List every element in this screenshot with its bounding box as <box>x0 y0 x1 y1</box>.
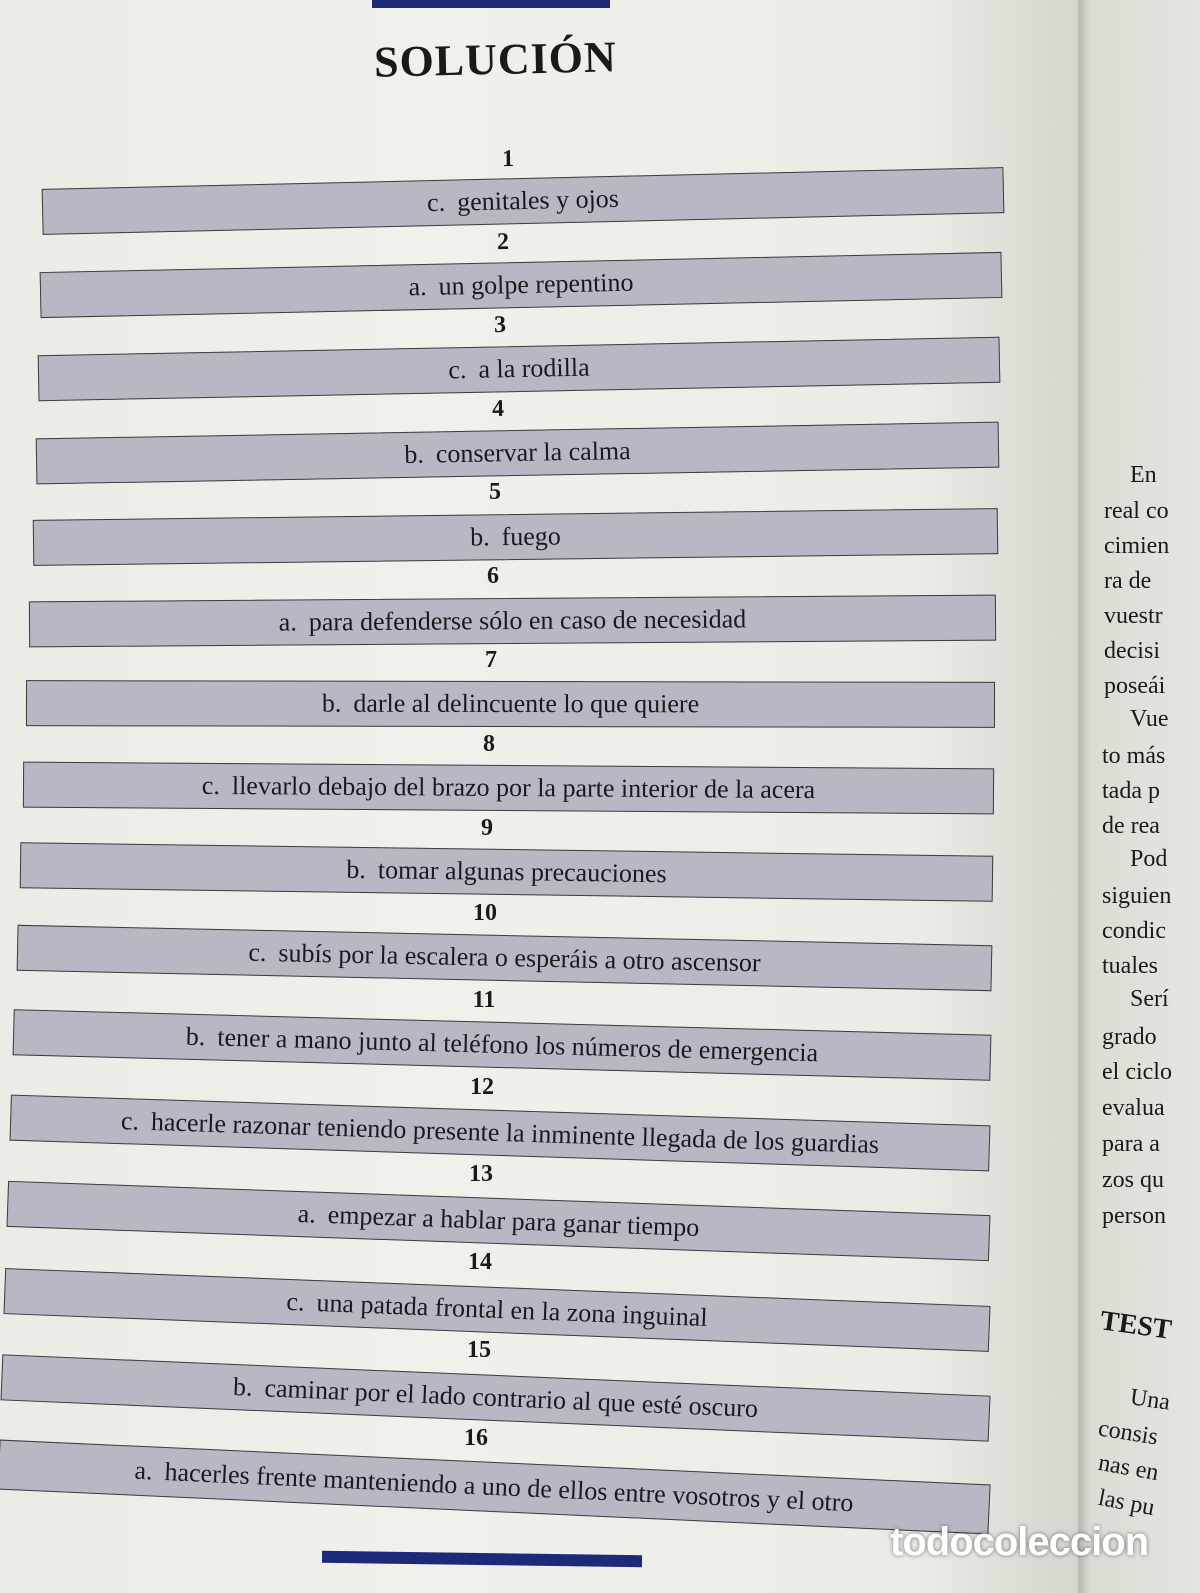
page-title: SOLUCIÓN <box>373 32 618 87</box>
text-line: las pu <box>1096 1484 1157 1522</box>
text-line: grado <box>1102 1024 1157 1050</box>
text-line: tada p <box>1102 778 1160 804</box>
answer-letter: c. <box>285 1286 306 1317</box>
question-number: 14 <box>468 1249 492 1275</box>
text-line: Una <box>1128 1384 1172 1416</box>
text-line: zos qu <box>1102 1167 1164 1193</box>
answer-text: tener a mano junto al teléfono los números de emergencia <box>217 1022 819 1068</box>
answer-letter: c. <box>426 187 446 218</box>
text-line: poseái <box>1104 673 1166 699</box>
answer-letter: c. <box>120 1106 140 1136</box>
answer-letter: a. <box>297 1198 317 1229</box>
answer-text: llevarlo debajo del brazo por la parte interior de la acera <box>231 771 816 805</box>
question-number: 4 <box>491 395 505 423</box>
answer-letter: c. <box>201 770 221 800</box>
answer-letter: b. <box>346 854 367 885</box>
question-number: 9 <box>481 815 493 841</box>
answer-box <box>13 1009 992 1081</box>
answer-text: genitales y ojos <box>456 183 620 217</box>
answer-letter: a. <box>133 1455 154 1486</box>
text-line: En <box>1130 462 1157 488</box>
text-line: evalua <box>1102 1095 1165 1121</box>
text-line: el ciclo <box>1102 1059 1172 1085</box>
text-line: vuestr <box>1104 603 1163 629</box>
question-number: 12 <box>470 1074 494 1100</box>
text-line: cimien <box>1104 533 1170 559</box>
answer-letter: a. <box>408 271 427 302</box>
text-line: real co <box>1104 498 1169 524</box>
answer-letter: c. <box>248 937 267 968</box>
question-number: 1 <box>501 145 515 173</box>
answer-box <box>36 422 1000 485</box>
answer-letter: b. <box>185 1021 206 1052</box>
right-page-text <box>1078 0 1200 1593</box>
answer-text: conservar la calma <box>435 436 631 469</box>
answer-box <box>38 337 1001 401</box>
answer-text: darle al delincuente lo que quiere <box>353 688 700 719</box>
answer-letter: c. <box>448 355 467 385</box>
text-line: de rea <box>1102 813 1160 839</box>
answer-letter: b. <box>469 522 490 552</box>
answer-text: a la rodilla <box>478 352 590 384</box>
answer-text: empezar a hablar para ganar tiempo <box>327 1200 700 1243</box>
answer-letter: a. <box>278 607 297 637</box>
answer-text: caminar por el lado contrario al que esté oscuro <box>263 1373 759 1423</box>
answer-text: fuego <box>501 521 562 552</box>
answer-letter: b. <box>404 439 425 469</box>
section-heading: TEST <box>1098 1305 1174 1346</box>
text-line: nas en <box>1096 1449 1161 1487</box>
text-line: para a <box>1102 1131 1160 1157</box>
question-number: 3 <box>493 311 507 339</box>
answer-box <box>29 595 996 648</box>
answer-box <box>26 680 995 728</box>
answer-text: una patada frontal en la zona inguinal <box>315 1288 709 1333</box>
answer-text: hacerle razonar teniendo presente la inminente llegada de los guardias <box>150 1107 880 1159</box>
text-line: condic <box>1102 918 1166 944</box>
question-number: 2 <box>496 228 510 256</box>
answer-letter: b. <box>321 688 342 718</box>
answer-box <box>20 842 994 902</box>
answer-box <box>10 1095 991 1172</box>
question-number: 10 <box>473 900 497 926</box>
question-number: 15 <box>467 1337 491 1363</box>
answer-text: para defenderse sólo en caso de necesidad <box>308 604 747 637</box>
text-line: Serí <box>1130 986 1169 1012</box>
text-line: siguien <box>1102 883 1172 909</box>
answer-box <box>40 252 1003 318</box>
question-number: 11 <box>472 987 496 1013</box>
text-line: to más <box>1102 743 1166 769</box>
answer-text: un golpe repentino <box>438 267 634 301</box>
text-line: Vue <box>1130 706 1169 732</box>
text-line: decisi <box>1104 638 1160 664</box>
question-number: 7 <box>485 647 497 673</box>
answer-box <box>42 167 1005 235</box>
answer-box <box>33 508 998 566</box>
right-page <box>1078 0 1200 1593</box>
question-number: 8 <box>483 731 495 757</box>
question-number: 16 <box>464 1425 488 1451</box>
answer-text: subís por la escalera o esperáis a otro ascensor <box>278 938 761 978</box>
answer-text: hacerles frente manteniendo a uno de ellos entre vosotros y el otro <box>163 1457 855 1518</box>
answer-letter: b. <box>232 1372 254 1402</box>
answer-box <box>0 1440 991 1535</box>
text-line: ra de <box>1104 568 1152 594</box>
answer-text: tomar algunas precauciones <box>377 855 667 889</box>
text-line: person <box>1102 1203 1166 1229</box>
question-number: 5 <box>489 479 501 505</box>
watermark-logo: todocoleccion <box>890 1520 1149 1564</box>
answer-box <box>17 925 993 991</box>
text-line: tuales <box>1102 953 1158 979</box>
question-number: 6 <box>487 563 499 589</box>
text-line: consis <box>1096 1415 1160 1451</box>
answer-box <box>23 762 994 815</box>
question-number: 13 <box>469 1161 493 1187</box>
text-line: Pod <box>1130 846 1168 872</box>
